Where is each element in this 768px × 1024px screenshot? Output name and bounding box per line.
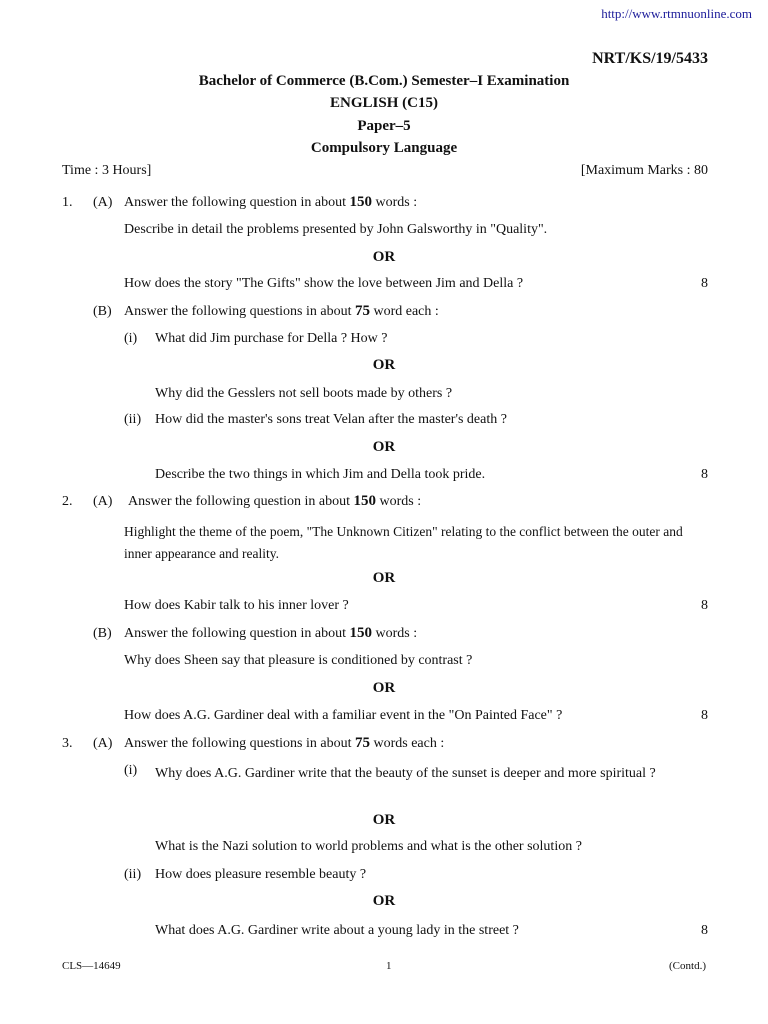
q2-a-question-2: How does Kabir talk to his inner lover ? (124, 598, 349, 613)
q3-number: 3. (62, 736, 73, 751)
or-divider: OR (372, 249, 396, 265)
q3-a-ii-question-1: How does pleasure resemble beauty ? (155, 867, 367, 882)
q1-b-i-question-2: Why did the Gesslers not sell boots made by others ? (155, 386, 453, 401)
paper-code: NRT/KS/19/5433 (592, 50, 708, 67)
q2-b-question-1: Why does Sheen say that pleasure is conditioned by contrast ? (124, 653, 473, 668)
q1-a-question-2: How does the story "The Gifts" show the love between Jim and Della ? (124, 276, 524, 291)
q1-number: 1. (62, 195, 73, 210)
q2-b-marks: 8 (701, 708, 708, 723)
q1-b-i-label: (i) (124, 331, 138, 346)
q1-b-ii-label: (ii) (124, 412, 142, 427)
q1-b-marks: 8 (701, 467, 708, 482)
source-url[interactable]: http://www.rtmnuonline.com (601, 6, 752, 21)
q3-a-label: (A) (93, 736, 113, 751)
q2-a-instruction: Answer the following question in about 150 words : (128, 493, 422, 509)
paper-number: Paper–5 (357, 118, 411, 134)
q3-a-instruction: Answer the following questions in about 75 words each : (124, 735, 445, 751)
or-divider: OR (372, 893, 396, 909)
max-marks-label: [Maximum Marks : 80 (580, 163, 708, 178)
time-label: Time : 3 Hours] (62, 163, 152, 178)
paper-title: Compulsory Language (310, 140, 458, 156)
q2-b-label: (B) (93, 626, 112, 641)
q3-marks: 8 (701, 923, 708, 938)
q1-b-i-question-1: What did Jim purchase for Della ? How ? (155, 331, 388, 346)
q1-b-label: (B) (93, 304, 112, 319)
q1-b-ii-question-1: How did the master's sons treat Velan after the master's death ? (155, 412, 507, 427)
q1-a-instruction: Answer the following question in about 150 words : (124, 194, 418, 210)
q3-a-i-label: (i) (124, 763, 138, 778)
exam-title: Bachelor of Commerce (B.Com.) Semester–I Examination (198, 73, 570, 89)
or-divider: OR (372, 439, 396, 455)
footer-contd: (Contd.) (669, 960, 706, 972)
q2-a-label: (A) (93, 494, 113, 509)
q2-b-question-2: How does A.G. Gardiner deal with a familiar event in the "On Painted Face" ? (124, 708, 563, 723)
or-divider: OR (372, 570, 396, 586)
q1-a-question-1: Describe in detail the problems presented by John Galsworthy in "Quality". (124, 222, 548, 237)
q1-b-ii-question-2: Describe the two things in which Jim and Della took pride. (155, 467, 486, 482)
footer-code: CLS—14649 (62, 960, 121, 972)
subject-title: ENGLISH (C15) (330, 95, 438, 111)
q3-a-i-question-1: Why does A.G. Gardiner write that the beauty of the sunset is deeper and more spiritual ? (155, 766, 656, 781)
q2-a-marks: 8 (701, 598, 708, 613)
q3-a-ii-question-2: What does A.G. Gardiner write about a young lady in the street ? (155, 923, 519, 938)
q3-a-ii-label: (ii) (124, 867, 142, 882)
q1-a-label: (A) (93, 195, 113, 210)
q2-number: 2. (62, 494, 73, 509)
q2-b-instruction: Answer the following question in about 150 words : (124, 625, 418, 641)
or-divider: OR (372, 812, 396, 828)
page-number: 1 (386, 960, 392, 972)
or-divider: OR (372, 357, 396, 373)
or-divider: OR (372, 680, 396, 696)
q1-b-instruction: Answer the following questions in about 75 word each : (124, 303, 439, 319)
q3-a-i-question-2: What is the Nazi solution to world problems and what is the other solution ? (155, 839, 582, 854)
q1-a-marks: 8 (701, 276, 708, 291)
q2-a-question-1: Highlight the theme of the poem, "The Unknown Citizen" relating to the conflict between the outer and inner appearance and reality. (124, 524, 683, 561)
